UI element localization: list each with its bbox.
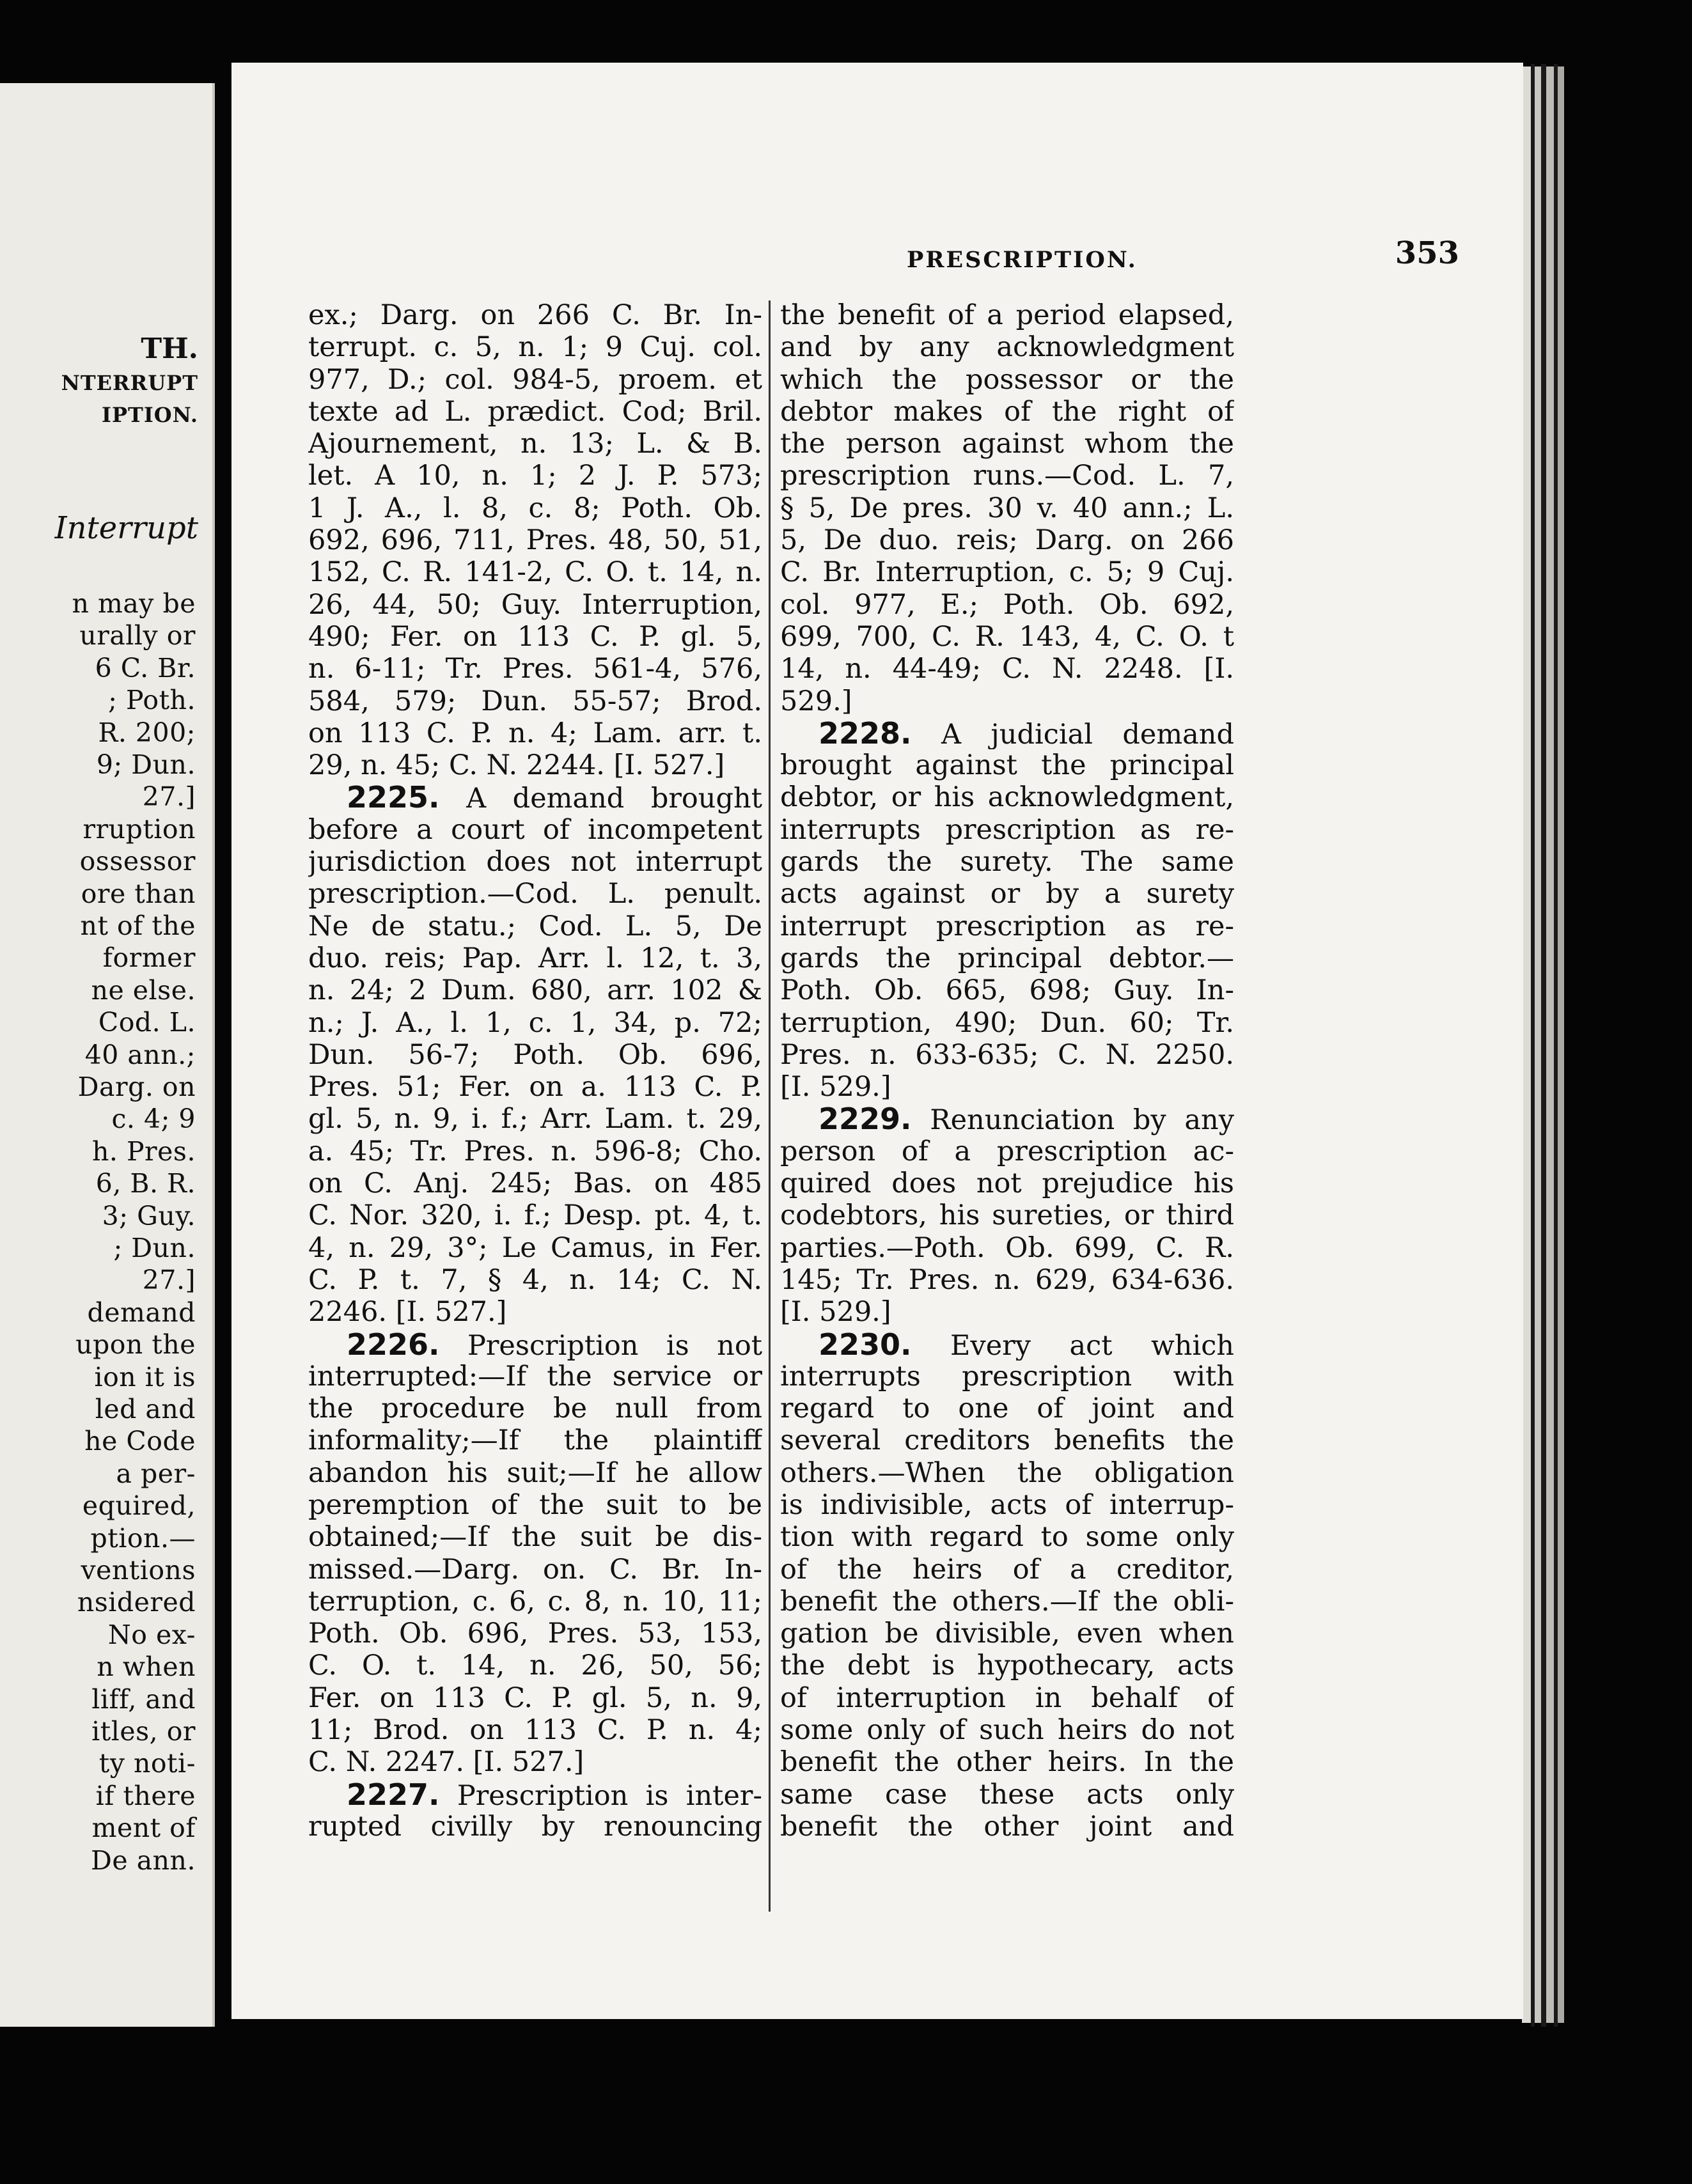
text-line: 2246. [I. 527.] — [308, 1296, 507, 1329]
text-line: on C. Anj. 245; Bas. on 485 — [308, 1167, 762, 1200]
text-line: gation be divisible, even when — [780, 1618, 1234, 1650]
article-first-line — [308, 1779, 762, 1811]
left-page-line: 6 C. Br. — [95, 652, 196, 683]
text-line: 29, n. 45; C. N. 2244. [I. 527.] — [308, 749, 725, 782]
text-line: ex.; Darg. on 266 C. Br. In- — [308, 299, 762, 331]
left-page-line: ventions — [81, 1555, 196, 1586]
left-page-line: ption.— — [90, 1522, 196, 1554]
article-number: 2229. — [819, 1103, 912, 1135]
text-line: interrupted:—If the service or — [308, 1360, 762, 1392]
left-page-line: De ann. — [91, 1845, 196, 1876]
text-line: 4, n. 29, 3°; Le Camus, in Fer. — [308, 1231, 762, 1264]
text-line: 152, C. R. 141-2, C. O. t. 14, n. — [308, 556, 762, 589]
text-line: gards the surety. The same — [780, 846, 1234, 878]
article-number: 2228. — [819, 717, 912, 750]
page-edge-shadow — [1541, 64, 1546, 2027]
text-line: missed.—Darg. on. C. Br. In- — [308, 1553, 762, 1586]
text-line: same case these acts only — [780, 1778, 1234, 1811]
text-line: which the possessor or the — [780, 363, 1234, 396]
text-line: 699, 700, C. R. 143, 4, C. O. t — [780, 620, 1234, 653]
text-line: C. Nor. 320, i. f.; Desp. pt. 4, t. — [308, 1199, 762, 1232]
text-line: before a court of incompetent — [308, 813, 762, 846]
left-page-line: ne else. — [91, 974, 196, 1006]
text-line: texte ad L. prædict. Cod; Bril. — [308, 395, 762, 428]
left-page-header-line: IPTION. — [101, 403, 198, 427]
page-number: 353 — [1395, 235, 1459, 271]
page-edge — [1558, 66, 1564, 2023]
text-line: Dun. 56-7; Poth. Ob. 696, — [308, 1038, 762, 1071]
text-line: n. 24; 2 Dum. 680, arr. 102 & — [308, 974, 762, 1007]
article-text: Prescription is inter- — [457, 1779, 762, 1811]
left-page-line: n may be — [72, 588, 196, 619]
text-line: codebtors, his sureties, or third — [780, 1199, 1234, 1232]
page-edge — [1535, 66, 1541, 2023]
text-line: Ne de statu.; Cod. L. 5, De — [308, 910, 762, 942]
text-line: quired does not prejudice his — [780, 1167, 1234, 1200]
text-line: rupted civilly by renouncing — [308, 1810, 762, 1843]
left-page-line: liff, and — [91, 1683, 196, 1715]
book-page — [231, 63, 1523, 2019]
article — [308, 1779, 762, 1843]
left-page-line: h. Pres. — [92, 1135, 196, 1167]
text-line: terrupt. c. 5, n. 1; 9 Cuj. col. — [308, 331, 762, 364]
text-line: n.; J. A., l. 1, c. 1, 34, p. 72; — [308, 1006, 762, 1039]
text-line: interrupts prescription with — [780, 1360, 1234, 1392]
article-text: A judicial demand — [941, 718, 1234, 750]
text-line: debtor makes of the right of — [780, 395, 1234, 428]
text-line: Fer. on 113 C. P. gl. 5, n. 9, — [308, 1681, 762, 1714]
article-first-line — [780, 1329, 1234, 1361]
text-line: peremption of the suit to be — [308, 1488, 762, 1521]
text-line: C. N. 2247. [I. 527.] — [308, 1746, 584, 1779]
text-line: informality;—If the plaintiff — [308, 1424, 762, 1457]
left-page-line: nt of the — [80, 910, 196, 941]
text-line: prescription runs.—Cod. L. 7, — [780, 460, 1234, 492]
text-line: some only of such heirs do not — [780, 1714, 1234, 1747]
text-line: several creditors benefits the — [780, 1424, 1234, 1457]
running-title: PRESCRIPTION. — [907, 247, 1138, 273]
text-line: brought against the principal — [780, 749, 1234, 782]
text-line: 584, 579; Dun. 55-57; Brod. — [308, 685, 762, 717]
left-page-line: c. 4; 9 — [111, 1104, 196, 1135]
left-page-section-heading: Interrupt — [54, 510, 198, 546]
text-line: the debt is hypothecary, acts — [780, 1650, 1234, 1682]
text-line: § 5, De pres. 30 v. 40 ann.; L. — [780, 492, 1234, 524]
text-line: a. 45; Tr. Pres. n. 596-8; Cho. — [308, 1135, 762, 1167]
text-line: benefit the other joint and — [780, 1810, 1234, 1843]
article-text: Prescription is not — [467, 1329, 762, 1361]
article-text: Every act which — [950, 1329, 1234, 1361]
article — [780, 717, 1234, 1104]
previous-page-fragment — [0, 83, 215, 2027]
running-head — [666, 235, 1459, 293]
column-rule — [769, 300, 771, 1912]
text-line: and by any acknowledgment — [780, 331, 1234, 364]
article-first-line — [308, 1329, 762, 1361]
left-page-line: ment of — [91, 1813, 196, 1844]
text-line: on 113 C. P. n. 4; Lam. arr. t. — [308, 717, 762, 749]
left-page-line: former — [102, 942, 196, 974]
left-page-line: equired, — [82, 1490, 196, 1522]
text-line: C. O. t. 14, n. 26, 50, 56; — [308, 1650, 762, 1682]
text-line: 5, De duo. reis; Darg. on 266 — [780, 524, 1234, 557]
page-edge — [1546, 66, 1554, 2023]
article-first-line — [308, 781, 762, 813]
text-line: 14, n. 44-49; C. N. 2248. [I. — [780, 653, 1234, 685]
left-page-line: ion it is — [94, 1361, 196, 1392]
text-line: n. 6-11; Tr. Pres. 561-4, 576, — [308, 653, 762, 685]
text-line: col. 977, E.; Poth. Ob. 692, — [780, 588, 1234, 621]
text-line: jurisdiction does not interrupt — [308, 846, 762, 878]
text-line: of the heirs of a creditor, — [780, 1553, 1234, 1586]
text-line: Ajournement, n. 13; L. & B. — [308, 428, 762, 460]
left-page-line: ; Poth. — [108, 685, 196, 716]
text-line: abandon his suit;—If he allow — [308, 1456, 762, 1489]
text-line: 11; Brod. on 113 C. P. n. 4; — [308, 1714, 762, 1747]
left-page-line: rruption — [82, 813, 196, 845]
article-number: 2225. — [347, 781, 440, 814]
text-line: tion with regard to some only — [780, 1521, 1234, 1554]
text-line: regard to one of joint and — [780, 1392, 1234, 1425]
article — [780, 1103, 1234, 1328]
text-line: [I. 529.] — [780, 1071, 891, 1104]
left-page-line: 3; Guy. — [102, 1200, 196, 1231]
article-number: 2227. — [347, 1778, 440, 1811]
left-page-line: n when — [97, 1651, 196, 1683]
left-page-line: ty noti- — [98, 1748, 196, 1779]
text-line: acts against or by a surety — [780, 878, 1234, 910]
text-line: benefit the other heirs. In the — [780, 1746, 1234, 1779]
text-line: 26, 44, 50; Guy. Interruption, — [308, 588, 762, 621]
left-page-line: R. 200; — [98, 717, 196, 748]
left-page-line: ossessor — [79, 846, 196, 877]
text-line: debtor, or his acknowledgment, — [780, 781, 1234, 814]
left-page-line: ore than — [81, 878, 196, 909]
text-line: 1 J. A., l. 8, c. 8; Poth. Ob. — [308, 492, 762, 524]
text-line: interrupts prescription as re- — [780, 813, 1234, 846]
left-page-line: nsidered — [77, 1587, 196, 1618]
text-line: 977, D.; col. 984-5, proem. et — [308, 363, 762, 396]
page-edge — [1522, 66, 1531, 2023]
left-page-line: led and — [95, 1394, 196, 1424]
text-line: 145; Tr. Pres. n. 629, 634-636. — [780, 1263, 1234, 1296]
text-line: parties.—Poth. Ob. 699, C. R. — [780, 1231, 1234, 1264]
text-line: obtained;—If the suit be dis- — [308, 1521, 762, 1554]
left-page-line: if there — [95, 1780, 196, 1811]
left-page-line: 27.] — [142, 781, 196, 813]
left-page-line: 6, B. R. — [95, 1168, 196, 1199]
text-line: Pres. 51; Fer. on a. 113 C. P. — [308, 1071, 762, 1104]
text-line: 529.] — [780, 685, 852, 717]
text-line: of interruption in behalf of — [780, 1681, 1234, 1714]
text-line: terruption, 490; Dun. 60; Tr. — [780, 1006, 1234, 1039]
text-line: Pres. n. 633-635; C. N. 2250. — [780, 1038, 1234, 1071]
text-line: the procedure be null from — [308, 1392, 762, 1425]
left-page-line: urally or — [79, 620, 196, 651]
left-page-line: ; Dun. — [113, 1233, 196, 1263]
text-line: 692, 696, 711, Pres. 48, 50, 51, — [308, 524, 762, 557]
text-line: prescription.—Cod. L. penult. — [308, 878, 762, 910]
text-line: benefit the others.—If the obli- — [780, 1585, 1234, 1618]
text-line: person of a prescription ac- — [780, 1135, 1234, 1167]
text-column-left — [308, 299, 762, 1843]
text-line: is indivisible, acts of interrup- — [780, 1488, 1234, 1521]
text-line: gl. 5, n. 9, i. f.; Arr. Lam. t. 29, — [308, 1103, 762, 1135]
left-page-header-line: TH. — [141, 332, 198, 365]
text-line: let. A 10, n. 1; 2 J. P. 573; — [308, 460, 762, 492]
article — [308, 781, 762, 1328]
left-page-line: itles, or — [91, 1716, 196, 1747]
text-line: Poth. Ob. 665, 698; Guy. In- — [780, 974, 1234, 1007]
text-line: C. P. t. 7, § 4, n. 14; C. N. — [308, 1263, 762, 1296]
text-line: others.—When the obligation — [780, 1456, 1234, 1489]
text-line: gards the principal debtor.— — [780, 942, 1234, 974]
left-page-line: he Code — [84, 1426, 196, 1457]
left-page-line: 9; Dun. — [96, 749, 196, 780]
article — [308, 1329, 762, 1779]
article — [780, 1329, 1234, 1843]
text-line: [I. 529.] — [780, 1296, 891, 1329]
article-number: 2226. — [347, 1328, 440, 1361]
left-page-line: No ex- — [107, 1619, 196, 1650]
left-page-line: upon the — [75, 1329, 196, 1361]
left-page-line: demand — [87, 1297, 196, 1328]
left-page-line: a per- — [116, 1458, 196, 1489]
text-line: Poth. Ob. 696, Pres. 53, 153, — [308, 1618, 762, 1650]
text-line: the person against whom the — [780, 428, 1234, 460]
left-page-line: 27.] — [142, 1265, 196, 1296]
left-page-header-line: NTERRUPT — [61, 371, 198, 395]
text-line: duo. reis; Pap. Arr. l. 12, t. 3, — [308, 942, 762, 974]
text-line: 490; Fer. on 113 C. P. gl. 5, — [308, 620, 762, 653]
article-text: A demand brought — [466, 783, 762, 814]
text-line: the benefit of a period elapsed, — [780, 299, 1234, 331]
text-line: interrupt prescription as re- — [780, 910, 1234, 942]
left-page-line: Cod. L. — [98, 1007, 196, 1038]
text-line: terruption, c. 6, c. 8, n. 10, 11; — [308, 1585, 762, 1618]
text-column-right — [780, 299, 1234, 1843]
article-first-line — [780, 1103, 1234, 1135]
article-number: 2230. — [819, 1328, 912, 1361]
left-page-line: 40 ann.; — [84, 1039, 196, 1070]
article-first-line — [780, 717, 1234, 749]
left-page-line: Darg. on — [77, 1072, 196, 1102]
text-line: C. Br. Interruption, c. 5; 9 Cuj. — [780, 556, 1234, 589]
article-text: Renunciation by any — [930, 1104, 1234, 1135]
